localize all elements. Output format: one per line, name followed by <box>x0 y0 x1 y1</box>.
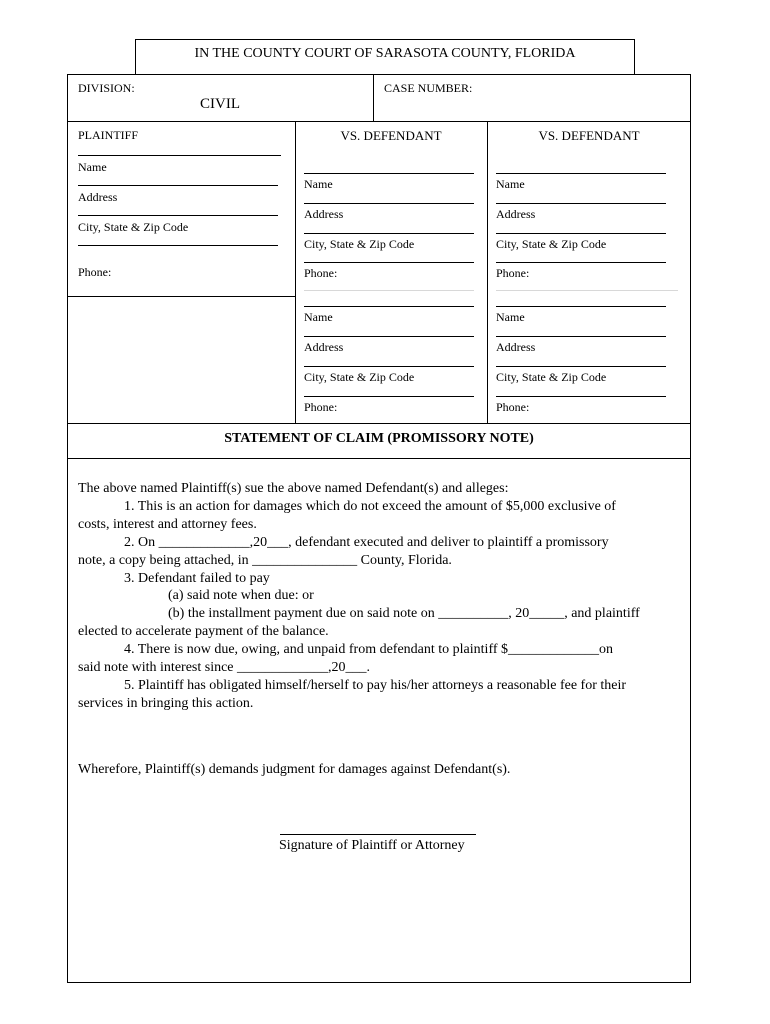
defendant-2-separator <box>496 290 678 291</box>
defendant-4-city-label: City, State & Zip Code <box>496 370 607 384</box>
defendant-2-phone-label: Phone: <box>496 266 530 280</box>
defendant-4-address-label: Address <box>496 340 536 354</box>
divider <box>295 121 296 424</box>
plaintiff-city-label: City, State & Zip Code <box>78 220 189 234</box>
defendant-4-phone-label: Phone: <box>496 400 530 414</box>
defendant-2-city-label: City, State & Zip Code <box>496 237 607 251</box>
divider <box>487 121 488 424</box>
paragraph-1-line-2: costs, interest and attorney fees. <box>78 517 257 532</box>
paragraph-4-line-2: said note with interest since _____________,20___. <box>78 660 371 675</box>
intro-text: The above named Plaintiff(s) sue the above named Defendant(s) and alleges: <box>78 481 509 496</box>
paragraph-5-line-1: 5. Plaintiff has obligated himself/herself to pay his/her attorneys a reasonable fee for their <box>124 678 627 693</box>
defendant-3-city-line[interactable] <box>304 366 474 367</box>
defendant-2-city-line[interactable] <box>496 233 666 234</box>
defendant-1-separator <box>304 290 474 291</box>
defendant-2-address-label: Address <box>496 207 536 221</box>
defendant-1-heading: VS. DEFENDANT <box>340 128 442 143</box>
defendant-3-phone-line[interactable] <box>304 396 474 397</box>
court-title: IN THE COUNTY COURT OF SARASOTA COUNTY, FLORIDA <box>194 46 576 61</box>
defendant-2-phone-line[interactable] <box>496 262 666 263</box>
plaintiff-address-line[interactable] <box>78 185 278 186</box>
statement-title: STATEMENT OF CLAIM (PROMISSORY NOTE) <box>224 431 534 446</box>
paragraph-1-line-1: 1. This is an action for damages which do not exceed the amount of $5,000 exclusive of <box>124 499 616 514</box>
plaintiff-city-line[interactable] <box>78 215 278 216</box>
divider <box>67 296 295 297</box>
paragraph-3c: elected to accelerate payment of the balance. <box>78 624 329 639</box>
case-number-label: CASE NUMBER: <box>384 81 473 95</box>
division-value: CIVIL <box>200 96 240 112</box>
defendant-1-name-label: Name <box>304 177 333 191</box>
defendant-1-phone-label: Phone: <box>304 266 338 280</box>
defendant-4-name-line[interactable] <box>496 306 666 307</box>
paragraph-3: 3. Defendant failed to pay <box>124 571 270 586</box>
defendant-1-name-line[interactable] <box>304 173 474 174</box>
defendant-2-name-label: Name <box>496 177 525 191</box>
defendant-1-phone-line[interactable] <box>304 262 474 263</box>
paragraph-5-line-2: services in bringing this action. <box>78 696 254 711</box>
defendant-1-city-line[interactable] <box>304 233 474 234</box>
paragraph-2-line-2: note, a copy being attached, in _______________ County, Florida. <box>78 553 452 568</box>
paragraph-3b: (b) the installment payment due on said note on __________, 20_____, and plaintiff <box>168 606 640 621</box>
plaintiff-name-label: Name <box>78 160 107 174</box>
defendant-3-address-label: Address <box>304 340 344 354</box>
division-label: DIVISION: <box>78 81 135 95</box>
defendant-4-city-line[interactable] <box>496 366 666 367</box>
plaintiff-name-line[interactable] <box>78 155 281 156</box>
defendant-1-city-label: City, State & Zip Code <box>304 237 415 251</box>
divider <box>67 121 691 122</box>
defendant-4-name-label: Name <box>496 310 525 324</box>
defendant-3-address-line[interactable] <box>304 336 474 337</box>
defendant-2-address-line[interactable] <box>496 203 666 204</box>
paragraph-4-line-1: 4. There is now due, owing, and unpaid from defendant to plaintiff $_____________on <box>124 642 614 657</box>
plaintiff-heading: PLAINTIFF <box>78 128 139 142</box>
defendant-2-heading: VS. DEFENDANT <box>538 128 640 143</box>
paragraph-2-line-1: 2. On _____________,20___, defendant executed and deliver to plaintiff a promissory <box>124 535 609 550</box>
defendant-4-phone-line[interactable] <box>496 396 666 397</box>
defendant-3-phone-label: Phone: <box>304 400 338 414</box>
defendant-1-address-label: Address <box>304 207 344 221</box>
defendant-4-address-line[interactable] <box>496 336 666 337</box>
defendant-3-city-label: City, State & Zip Code <box>304 370 415 384</box>
defendant-3-name-line[interactable] <box>304 306 474 307</box>
plaintiff-phone-label: Phone: <box>78 265 112 279</box>
signature-line[interactable] <box>280 834 476 835</box>
divider <box>67 423 691 424</box>
divider <box>373 74 374 122</box>
plaintiff-extra-line[interactable] <box>78 245 278 246</box>
divider <box>67 458 691 459</box>
wherefore-text: Wherefore, Plaintiff(s) demands judgment for damages against Defendant(s). <box>78 762 511 777</box>
defendant-3-name-label: Name <box>304 310 333 324</box>
paragraph-3a: (a) said note when due: or <box>168 588 314 603</box>
plaintiff-address-label: Address <box>78 190 118 204</box>
defendant-1-address-line[interactable] <box>304 203 474 204</box>
signature-label: Signature of Plaintiff or Attorney <box>279 838 465 853</box>
defendant-2-name-line[interactable] <box>496 173 666 174</box>
